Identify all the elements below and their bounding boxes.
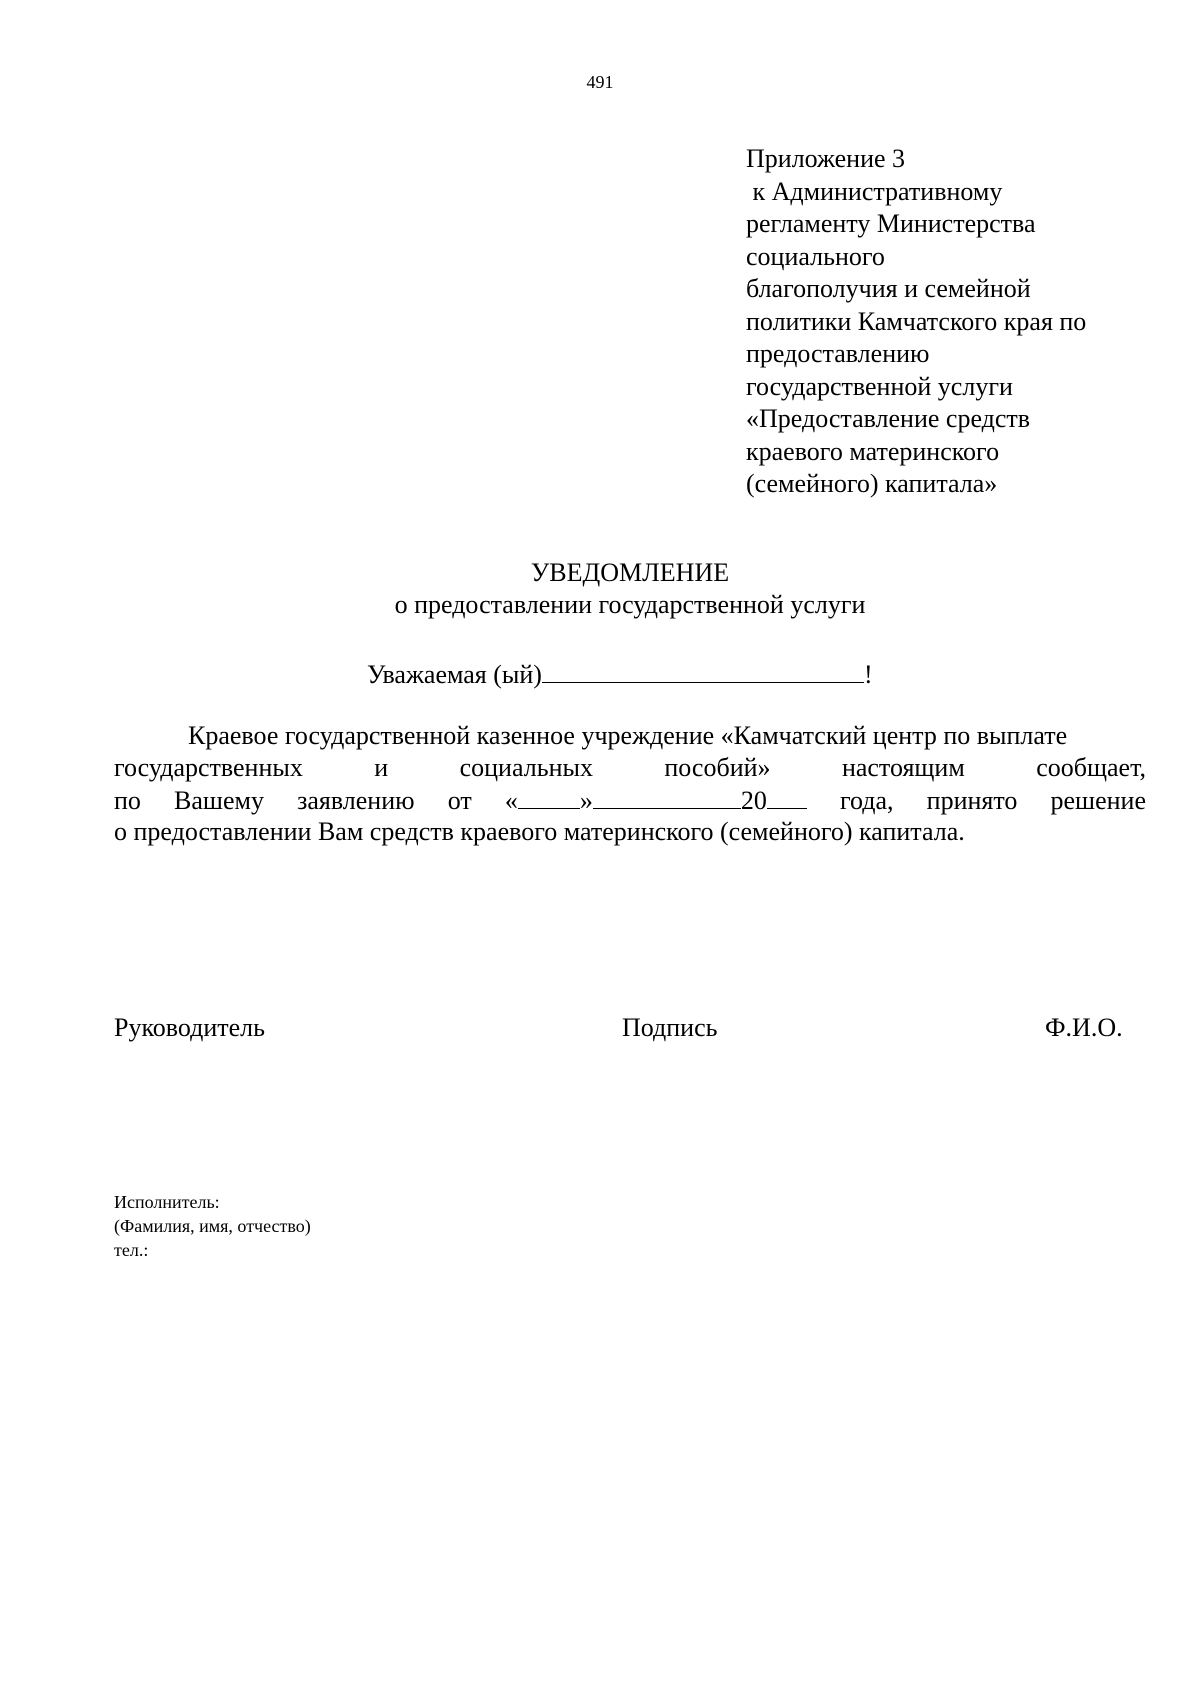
appendix-line: социального bbox=[746, 241, 885, 271]
body-line-1: Краевое государственной казенное учреждение «Камчатский центр по выплате bbox=[188, 721, 1068, 750]
signature-fio-label: Ф.И.О. bbox=[1045, 1013, 1123, 1042]
notice-title: УВЕДОМЛЕНИЕ bbox=[530, 558, 730, 587]
year-prefix: 20 bbox=[740, 786, 767, 815]
appendix-line: Приложение 3 bbox=[746, 144, 906, 173]
day-blank bbox=[518, 784, 580, 809]
appendix-line: политики Камчатского края по bbox=[746, 306, 1087, 336]
appendix-line: государственной услуги bbox=[746, 371, 1013, 401]
year-blank bbox=[767, 784, 807, 809]
greeting-suffix: ! bbox=[863, 660, 873, 689]
appendix-line: к Административному bbox=[746, 176, 1003, 206]
executor-block bbox=[114, 1190, 311, 1262]
appendix-block bbox=[746, 143, 1166, 501]
signature-sign-label: Подпись bbox=[622, 1013, 718, 1042]
signature-head-label: Руководитель bbox=[114, 1013, 265, 1042]
page-number: 491 bbox=[586, 72, 614, 92]
quote-close: » bbox=[579, 786, 593, 815]
appendix-line: «Предоставление средств bbox=[746, 404, 1031, 433]
greeting-prefix: Уважаемая (ый) bbox=[367, 660, 542, 689]
recipient-name-blank bbox=[542, 656, 864, 683]
body-word: сообщает, bbox=[1036, 753, 1146, 782]
executor-name: (Фамилия, имя, отчество) bbox=[114, 1216, 311, 1236]
executor-label: Исполнитель: bbox=[114, 1192, 220, 1212]
body-line-2 bbox=[114, 752, 1146, 784]
month-blank bbox=[593, 784, 741, 809]
application-date-prefix: по Вашему заявлению от « bbox=[114, 786, 518, 815]
decision-text: года, принято решение bbox=[806, 786, 1146, 815]
notice-subtitle: о предоставлении государственной услуги bbox=[394, 590, 866, 619]
body-word: государственных bbox=[114, 753, 303, 782]
body-word: настоящим bbox=[841, 753, 965, 782]
appendix-line: благополучия и семейной bbox=[746, 274, 1031, 303]
greeting-line bbox=[367, 656, 873, 691]
body-word: социальных bbox=[459, 753, 593, 782]
executor-phone: тел.: bbox=[114, 1240, 149, 1260]
appendix-line: предоставлению bbox=[746, 339, 930, 368]
appendix-line: краевого материнского bbox=[746, 436, 1000, 466]
body-word: и bbox=[374, 753, 389, 782]
appendix-line: (семейного) капитала» bbox=[746, 469, 998, 498]
body-line-3 bbox=[114, 784, 1146, 817]
appendix-line: регламенту Министерства bbox=[746, 209, 1036, 238]
body-word: пособий» bbox=[664, 753, 771, 782]
body-line-4: о предоставлении Вам средств краевого материнского (семейного) капитала. bbox=[114, 817, 965, 846]
